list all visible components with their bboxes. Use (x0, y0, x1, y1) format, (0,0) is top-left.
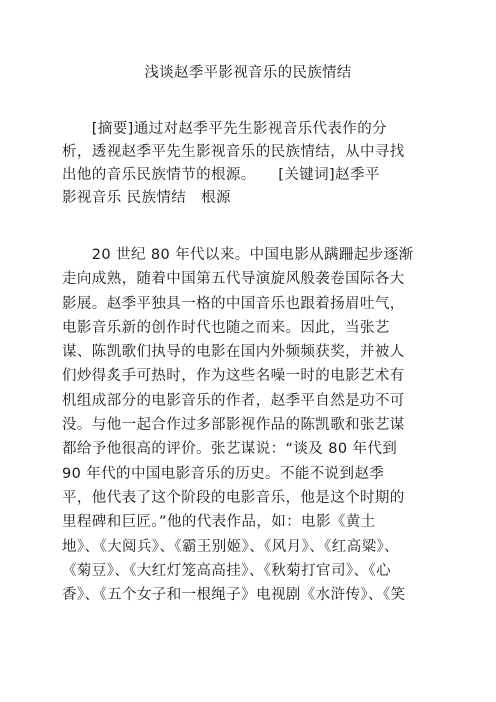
body-line: 没。与他一起合作过多部影视作品的陈凯歌和张艺谋 (62, 417, 405, 434)
body-line: 平，他代表了这个阶段的电影音乐，他是这个时期的 (62, 489, 405, 506)
abstract-keywords (62, 118, 434, 210)
body-line: 影展。赵季平独具一格的中国音乐也跟着扬眉吐气， (62, 295, 405, 312)
body-line: 香》、《五个女子和一根绳子》电视剧《水浒传》、《笑 (62, 587, 406, 604)
body-line: 《菊豆》、《大红灯笼高高挂》、《秋菊打官司》、《心 (62, 562, 391, 579)
body-line: 90 年代的中国电影音乐的历史。不能不说到赵季 (62, 465, 385, 482)
abstract-line: [摘要]通过对赵季平先生影视音乐代表作的分 (62, 121, 388, 137)
body-line: 们炒得炙手可热时，作为这些名噪一时的电影艺术有 (62, 368, 405, 385)
body-line: 都给予他很高的评价。张艺谋说：“谈及 80 年代到 (62, 441, 398, 458)
body-paragraph (62, 243, 434, 607)
body-line: 谋、陈凯歌们执导的电影在国内外频频获奖，并被人 (62, 344, 405, 361)
body-line: 电影音乐新的创作时代也随之而来。因此，当张艺 (62, 319, 390, 336)
abstract-line: 影视音乐 民族情结 根源 (62, 190, 231, 206)
body-line: 地》、《大阅兵》、《霸王别姬》、《风月》、《红高粱》、 (62, 538, 400, 555)
document-title: 浅谈赵季平影视音乐的民族情结 (144, 65, 352, 81)
abstract-line: 析，透视赵季平先生影视音乐的民族情结，从中寻找 (62, 144, 405, 160)
body-line: 里程碑和巨匠。”他的代表作品，如：电影《黄土 (62, 514, 376, 531)
body-line: 走向成熟，随着中国第五代导演旋风般袭卷国际各大 (62, 271, 405, 288)
body-line: 20 世纪 80 年代以来。中国电影从蹒跚起步逐渐 (62, 247, 414, 263)
body-line: 机组成部分的电影音乐的作者，赵季平自然是功不可 (62, 392, 405, 409)
abstract-line: 出他的音乐民族情节的根源。 [关键词]赵季平 (62, 167, 380, 183)
